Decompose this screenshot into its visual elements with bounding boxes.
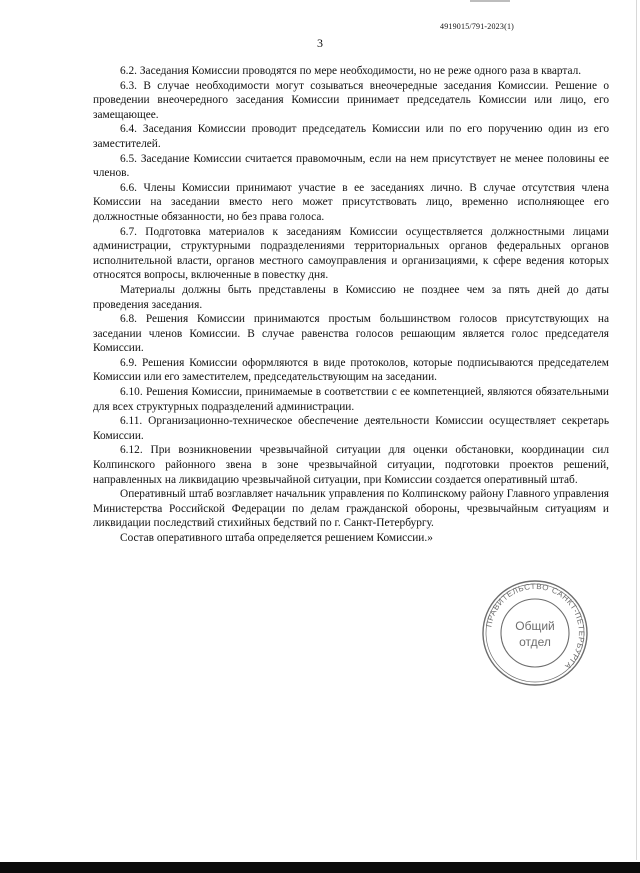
paragraph-6-8: 6.8. Решения Комиссии принимаются простым большинством голосов присутствующих на заседании членов Комиссии. В случае равенства голосов решающим является голос председателя Комиссии. xyxy=(93,313,609,355)
official-stamp xyxy=(480,578,590,688)
paragraph-6-10: 6.10. Решения Комиссии, принимаемые в соответствии с ее компетенцией, являются обязательными для всех структурных подразделений администрации. xyxy=(93,386,609,413)
document-body xyxy=(93,64,609,546)
stamp-outer-text: ПРАВИТЕЛЬСТВО САНКТ-ПЕТЕРБУРГА xyxy=(484,581,587,672)
stamp-outer-ring xyxy=(483,581,587,685)
paragraph-6-11: 6.11. Организационно-техническое обеспечение деятельности Комиссии осуществляет секретарь Комиссии. xyxy=(93,415,609,442)
paragraph-materials: Материалы должны быть представлены в Комиссию не позднее чем за пять дней до даты проведения заседания. xyxy=(93,283,609,311)
stamp-inner-text-1: Общий xyxy=(515,619,555,633)
paragraph-6-12: 6.12. При возникновении чрезвычайной ситуации для оценки обстановки, координации сил Колпинского районного звена в зоне чрезвычайной ситуации, подготовки проектов решений, направленных на ликвидацию чрезвычайной ситуации, при Комиссии создается оперативный штаб. xyxy=(93,444,609,486)
paragraph-6-4: 6.4. Заседания Комиссии проводит председатель Комиссии или по его поручению один из его заместителей. xyxy=(93,123,609,150)
paragraph-6-2: 6.2. Заседания Комиссии проводятся по мере необходимости, но не реже одного раза в квартал. xyxy=(120,65,582,77)
top-scan-mark xyxy=(470,0,510,2)
paragraph-operational-staff-head: Оперативный штаб возглавляет начальник управления по Колпинскому району Главного управления Министерства Российской Федерации по делам гражданской обороны, чрезвычайным ситуациям и ликвидации последствий стихийных бедствий по г. Санкт-Петербургу. xyxy=(93,488,609,530)
paragraph-6-7: 6.7. Подготовка материалов к заседаниям Комиссии осуществляется должностными лицами администрации, структурными подразделениями территориальных органов федеральных органов исполнительной власти, органов местного самоуправления и организациями, к сфере ведения которых относятся вопросы, включенные в повестку дня. xyxy=(93,225,609,282)
paragraph-operational-staff-composition: Состав оперативного штаба определяется решением Комиссии.» xyxy=(120,532,433,544)
paragraph-6-5: 6.5. Заседание Комиссии считается правомочным, если на нем присутствует не менее половины ее членов. xyxy=(93,152,609,180)
scan-edge-line xyxy=(636,0,637,860)
document-id: 4919015/791-2023(1) xyxy=(440,22,515,31)
stamp-inner-text-2: отдел xyxy=(519,635,551,649)
page-number: 3 xyxy=(317,36,323,50)
paragraph-6-3: 6.3. В случае необходимости могут созываться внеочередные заседания Комиссии. Решение о проведении внеочередного заседания Комиссии принимает председатель Комиссии или лицо, его замещающее. xyxy=(93,79,609,121)
stamp-inner-ring xyxy=(501,599,569,667)
scan-bottom-bar xyxy=(0,862,640,873)
paragraph-6-6: 6.6. Члены Комиссии принимают участие в ее заседаниях лично. В случае отсутствия члена Комиссии на заседании вместо него может присутствовать лицо, временно исполняющее его должностные обязанности, но без права голоса. xyxy=(93,181,609,223)
paragraph-6-9: 6.9. Решения Комиссии оформляются в виде протоколов, которые подписываются председателем Комиссии или его заместителем, председательствующим на заседании. xyxy=(93,356,609,384)
